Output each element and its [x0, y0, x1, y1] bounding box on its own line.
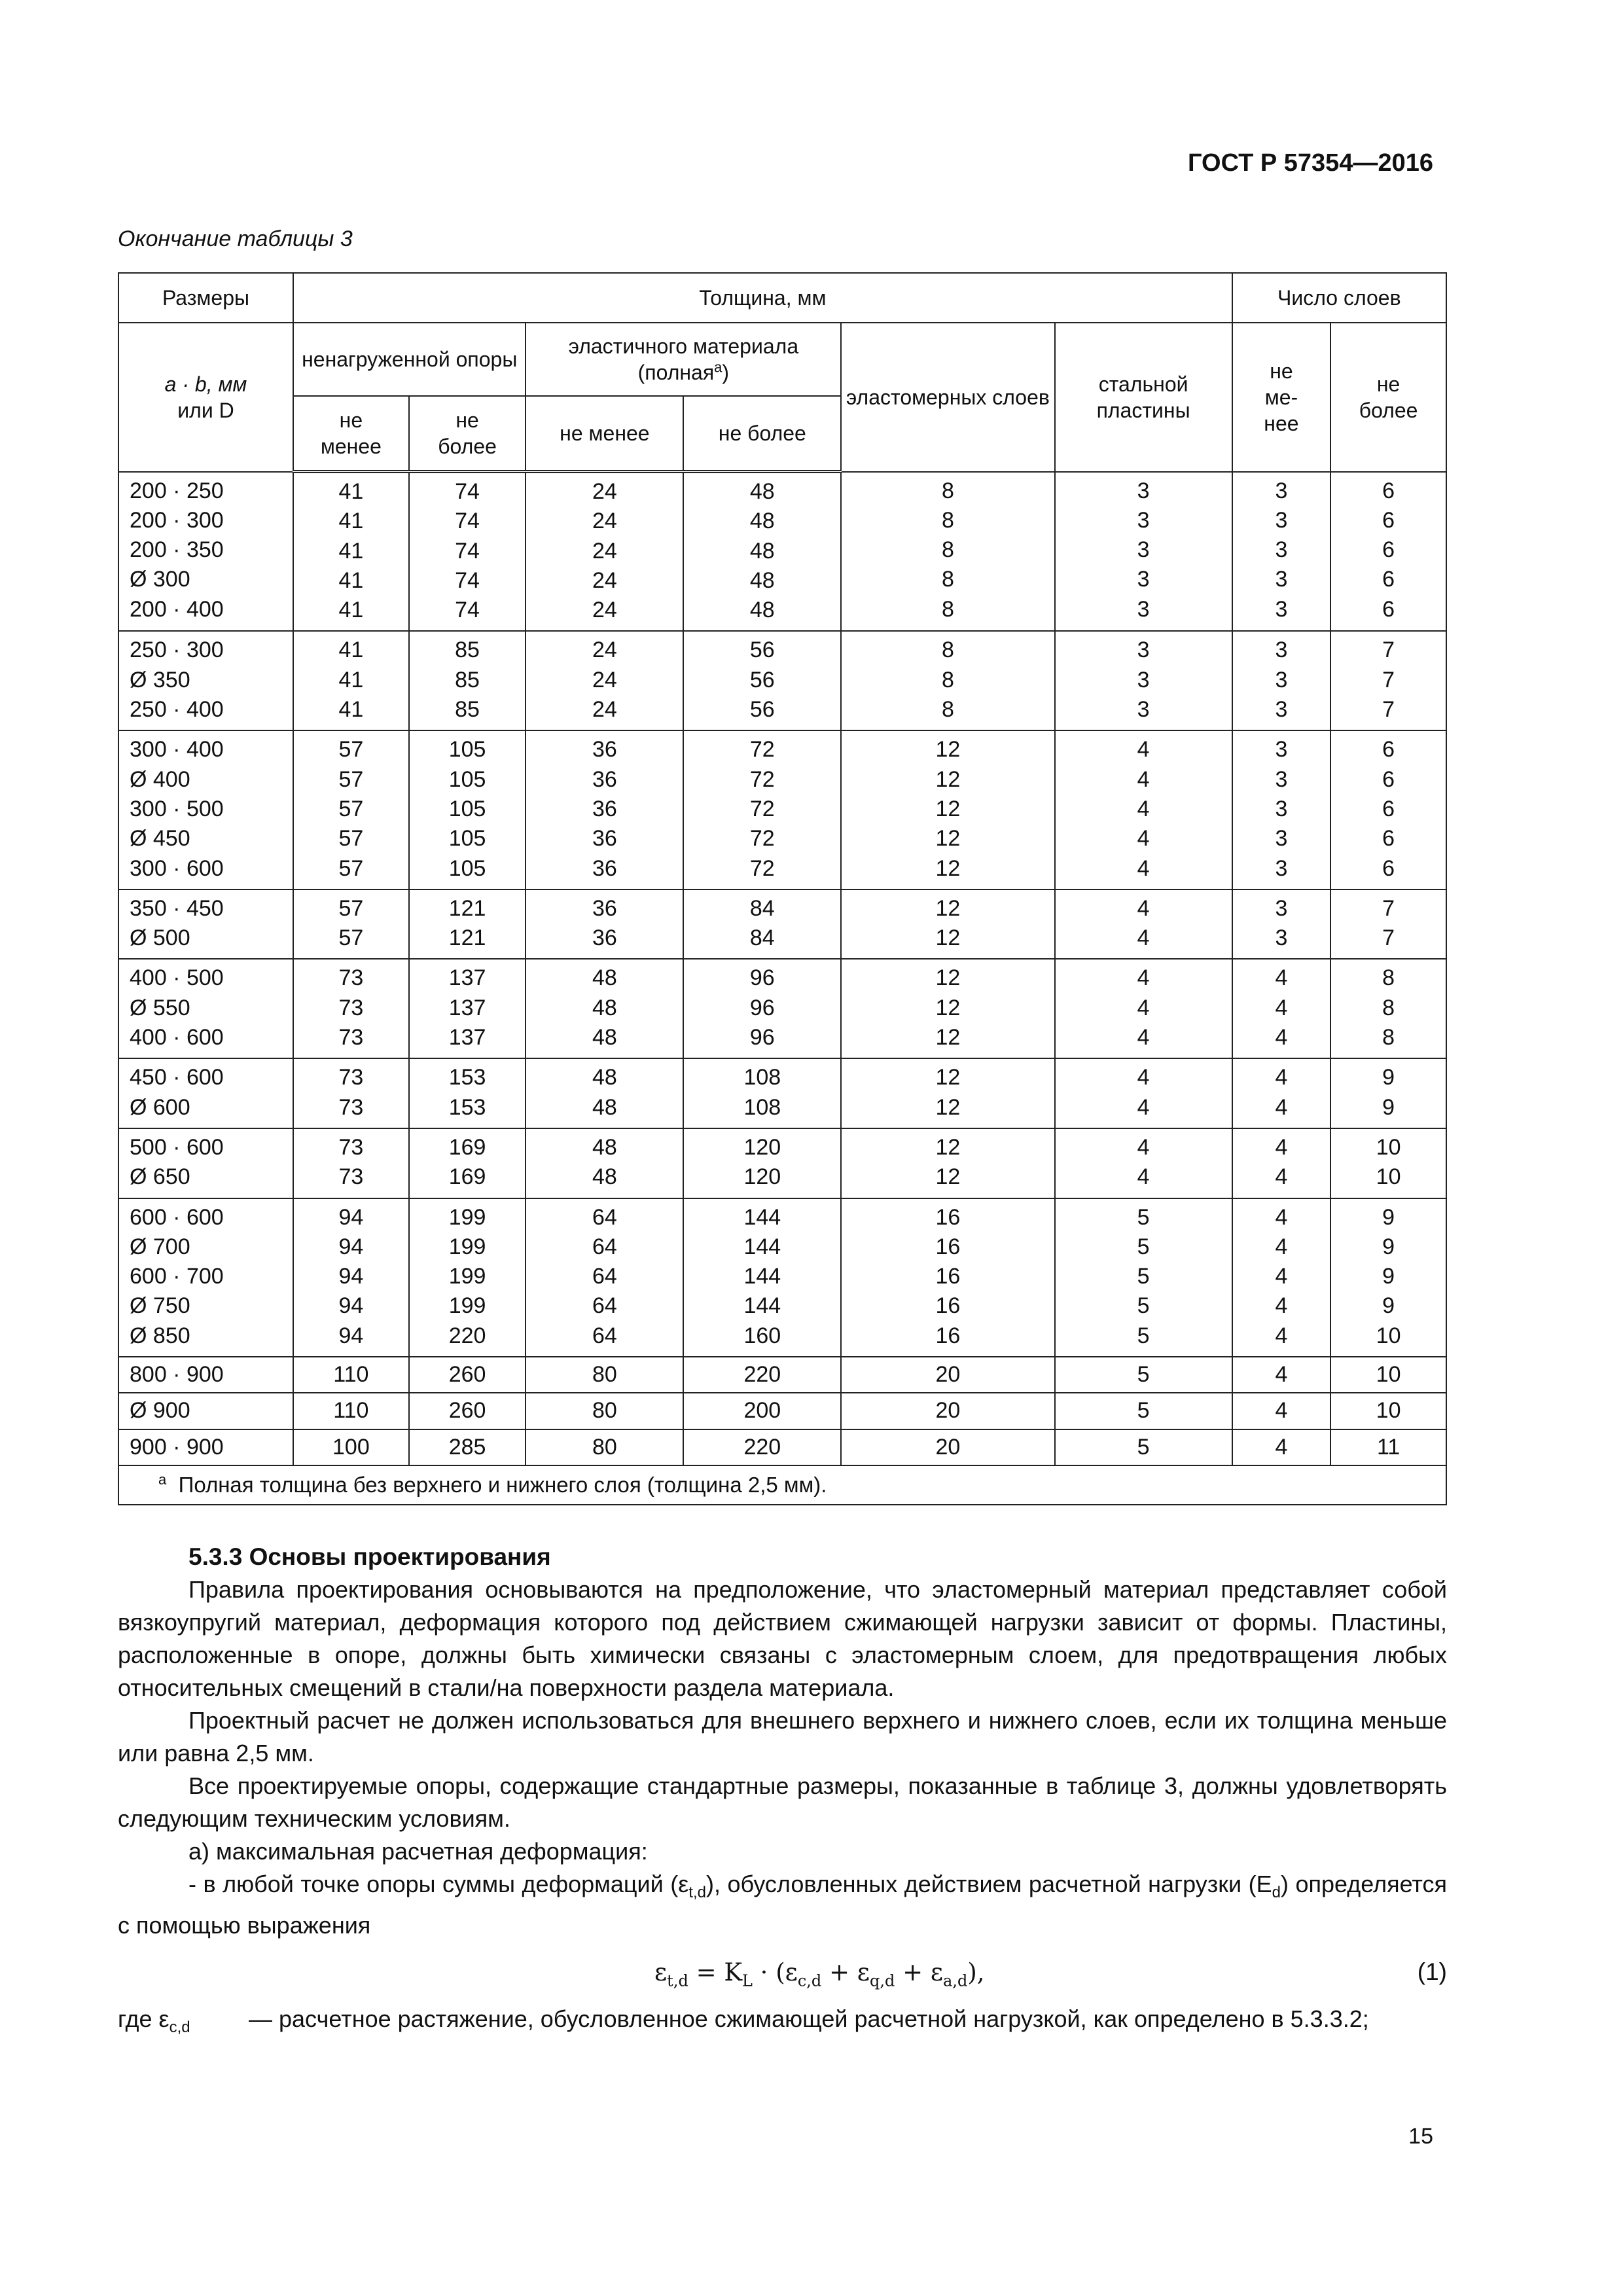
table-footnote: $^a$ Полная толщина без верхнего и нижнего слоя (толщина 2,5 мм). — [118, 1465, 1446, 1505]
value-cell: 4 4 — [1055, 1058, 1232, 1128]
value-cell: 12 12 — [841, 1058, 1054, 1128]
table-row — [118, 1198, 1446, 1357]
definition-text: — расчетное растяжение, обусловленное сжимающей расчетной нагрузкой, как определено в 5.3.3.2; — [249, 2005, 1369, 2032]
value-cell: 20 — [841, 1357, 1054, 1393]
value-cell: 8 8 8 — [841, 631, 1054, 730]
value-cell: 7 7 7 — [1330, 631, 1446, 730]
value-cell: 73 73 — [293, 1058, 409, 1128]
header-unloaded-min: не менее — [293, 396, 409, 472]
value-cell: 20 — [841, 1393, 1054, 1429]
value-cell: 4 4 — [1055, 889, 1232, 960]
value-cell: 137 137 137 — [409, 959, 526, 1058]
table-row — [118, 889, 1446, 960]
value-cell: 48 48 48 48 48 — [683, 472, 841, 632]
value-cell: 3 3 3 3 3 — [1055, 472, 1232, 632]
value-cell: 199 199 199 199 220 — [409, 1198, 526, 1357]
table-caption: Окончание таблицы 3 — [118, 226, 353, 251]
value-cell: 48 48 — [526, 1058, 683, 1128]
value-cell: 16 16 16 16 16 — [841, 1198, 1054, 1357]
document-code: ГОСТ Р 57354—2016 — [1188, 149, 1433, 177]
table-row — [118, 959, 1446, 1058]
table-row — [118, 1128, 1446, 1198]
table-row — [118, 1058, 1446, 1128]
value-cell: 110 — [293, 1393, 409, 1429]
header-elastic-material: эластичного материала (полная$^a$) — [526, 323, 841, 396]
section-body — [118, 1573, 1447, 1942]
size-cell: 450 · 600 Ø 600 — [118, 1058, 293, 1128]
header-steel-plates: стальной пластины — [1055, 323, 1232, 472]
value-cell: 96 96 96 — [683, 959, 841, 1058]
formula-expression: $\varepsilon_{t,d} = K_L \cdot (\varepsilon_{c,d} + \varepsilon_{q,d} + \varepsilon_{a,d})$, — [654, 1958, 985, 1990]
value-cell: 12 12 — [841, 1128, 1054, 1198]
value-cell: 110 — [293, 1357, 409, 1393]
value-cell: 36 36 — [526, 889, 683, 960]
header-elastomer-layers: эластомерных слоев — [841, 323, 1054, 472]
value-cell: 57 57 57 57 57 — [293, 730, 409, 889]
value-cell: 4 4 4 4 4 — [1232, 1198, 1331, 1357]
value-cell: 20 — [841, 1429, 1054, 1465]
table-row — [118, 1357, 1446, 1393]
value-cell: 144 144 144 144 160 — [683, 1198, 841, 1357]
size-cell: 900 · 900 — [118, 1429, 293, 1465]
value-cell: 3 3 3 — [1232, 631, 1331, 730]
value-cell: 153 153 — [409, 1058, 526, 1128]
value-cell: 12 12 12 12 12 — [841, 730, 1054, 889]
value-cell: 4 4 — [1232, 1058, 1331, 1128]
value-cell: 8 8 8 8 8 — [841, 472, 1054, 632]
value-cell: 5 — [1055, 1357, 1232, 1393]
size-cell: 400 · 500 Ø 550 400 · 600 — [118, 959, 293, 1058]
value-cell: 5 5 5 5 5 — [1055, 1198, 1232, 1357]
value-cell: 80 — [526, 1357, 683, 1393]
value-cell: 260 — [409, 1357, 526, 1393]
value-cell: 73 73 73 — [293, 959, 409, 1058]
table-row — [118, 1393, 1446, 1429]
header-dimensions: a · b, мм или D — [118, 323, 293, 472]
value-cell: 5 — [1055, 1429, 1232, 1465]
value-cell: 73 73 — [293, 1128, 409, 1198]
paragraph: - в любой точке опоры суммы деформаций $(\varepsilon_{t,d})$, обусловленных действием расчетной нагрузки $(E_d)$ определяется с помощью выражения — [118, 1871, 1447, 1939]
value-cell: 4 4 4 4 4 — [1055, 730, 1232, 889]
section-heading: 5.3.3 Основы проектирования — [188, 1543, 551, 1570]
value-cell: 80 — [526, 1393, 683, 1429]
value-cell: 169 169 — [409, 1128, 526, 1198]
size-cell: Ø 900 — [118, 1393, 293, 1429]
table-row — [118, 472, 1446, 632]
paragraph: Проектный расчет не должен использоваться для внешнего верхнего и нижнего слоев, если их толщина меньше или равна 2,5 мм. — [118, 1707, 1447, 1767]
value-cell: 200 — [683, 1393, 841, 1429]
header-sizes: Размеры — [118, 273, 293, 323]
value-cell: 3 3 3 3 3 — [1232, 730, 1331, 889]
value-cell: 7 7 — [1330, 889, 1446, 960]
paragraph: Все проектируемые опоры, содержащие стандартные размеры, показанные в таблице 3, должны удовлетворять следующим техническим условиям. — [118, 1772, 1447, 1832]
value-cell: 41 41 41 — [293, 631, 409, 730]
value-cell: 5 — [1055, 1393, 1232, 1429]
value-cell: 10 10 — [1330, 1128, 1446, 1198]
size-cell: 250 · 300 Ø 350 250 · 400 — [118, 631, 293, 730]
value-cell: 4 — [1232, 1393, 1331, 1429]
value-cell: 10 — [1330, 1393, 1446, 1429]
value-cell: 94 94 94 94 94 — [293, 1198, 409, 1357]
value-cell: 105 105 105 105 105 — [409, 730, 526, 889]
value-cell: 12 12 — [841, 889, 1054, 960]
header-elastic-max: не более — [683, 396, 841, 472]
header-elastic-min: не менее — [526, 396, 683, 472]
bearing-dimensions-table — [118, 272, 1447, 1505]
value-cell: 24 24 24 — [526, 631, 683, 730]
table-row — [118, 1429, 1446, 1465]
value-cell: 72 72 72 72 72 — [683, 730, 841, 889]
value-cell: 220 — [683, 1429, 841, 1465]
value-cell: 74 74 74 74 74 — [409, 472, 526, 632]
value-cell: 10 — [1330, 1357, 1446, 1393]
value-cell: 9 9 — [1330, 1058, 1446, 1128]
value-cell: 3 3 3 3 3 — [1232, 472, 1331, 632]
value-cell: 121 121 — [409, 889, 526, 960]
value-cell: 24 24 24 24 24 — [526, 472, 683, 632]
value-cell: 6 6 6 6 6 — [1330, 730, 1446, 889]
value-cell: 4 — [1232, 1429, 1331, 1465]
value-cell: 4 4 — [1232, 1128, 1331, 1198]
definition-term: где $\varepsilon_{c,d}$ — [118, 2005, 190, 2037]
size-cell: 200 · 250 200 · 300 200 · 350 Ø 300 200 · 400 — [118, 472, 293, 632]
value-cell: 56 56 56 — [683, 631, 841, 730]
value-cell: 4 4 4 — [1232, 959, 1331, 1058]
value-cell: 4 — [1232, 1357, 1331, 1393]
page-number: 15 — [1408, 2124, 1433, 2149]
table-row — [118, 631, 1446, 730]
value-cell: 260 — [409, 1393, 526, 1429]
size-cell: 800 · 900 — [118, 1357, 293, 1393]
size-cell: 300 · 400 Ø 400 300 · 500 Ø 450 300 · 600 — [118, 730, 293, 889]
header-unloaded-max: не более — [409, 396, 526, 472]
value-cell: 3 3 3 — [1055, 631, 1232, 730]
size-cell: 600 · 600 Ø 700 600 · 700 Ø 750 Ø 850 — [118, 1198, 293, 1357]
value-cell: 11 — [1330, 1429, 1446, 1465]
size-cell: 350 · 450 Ø 500 — [118, 889, 293, 960]
header-thickness: Толщина, мм — [293, 273, 1232, 323]
formula-number: (1) — [1417, 1958, 1447, 1985]
value-cell: 36 36 36 36 36 — [526, 730, 683, 889]
value-cell: 4 4 4 — [1055, 959, 1232, 1058]
value-cell: 220 — [683, 1357, 841, 1393]
value-cell: 285 — [409, 1429, 526, 1465]
list-item: а) максимальная расчетная деформация: — [188, 1838, 648, 1865]
value-cell: 120 120 — [683, 1128, 841, 1198]
value-cell: 8 8 8 — [1330, 959, 1446, 1058]
size-cell: 500 · 600 Ø 650 — [118, 1128, 293, 1198]
value-cell: 48 48 48 — [526, 959, 683, 1058]
value-cell: 41 41 41 41 41 — [293, 472, 409, 632]
header-unloaded-bearing: ненагруженной опоры — [293, 323, 526, 396]
value-cell: 9 9 9 9 10 — [1330, 1198, 1446, 1357]
table-row — [118, 730, 1446, 889]
header-layers: Число слоев — [1232, 273, 1446, 323]
value-cell: 48 48 — [526, 1128, 683, 1198]
value-cell: 3 3 — [1232, 889, 1331, 960]
header-layers-min: не ме- нее — [1232, 323, 1331, 472]
value-cell: 57 57 — [293, 889, 409, 960]
value-cell: 85 85 85 — [409, 631, 526, 730]
value-cell: 100 — [293, 1429, 409, 1465]
header-layers-max: не более — [1330, 323, 1446, 472]
value-cell: 4 4 — [1055, 1128, 1232, 1198]
value-cell: 80 — [526, 1429, 683, 1465]
value-cell: 12 12 12 — [841, 959, 1054, 1058]
value-cell: 84 84 — [683, 889, 841, 960]
value-cell: 64 64 64 64 64 — [526, 1198, 683, 1357]
paragraph: Правила проектирования основываются на предположение, что эластомерный материал представляет собой вязкоупругий материал, деформация которого под действием сжимающей нагрузки зависит от формы. Пластины, расположенные в опоре, должны быть химически связаны с эластомерным слоем, для предотвращения любых относительных смещений в стали/на поверхности раздела материала. — [118, 1576, 1447, 1701]
value-cell: 6 6 6 6 6 — [1330, 472, 1446, 632]
value-cell: 108 108 — [683, 1058, 841, 1128]
